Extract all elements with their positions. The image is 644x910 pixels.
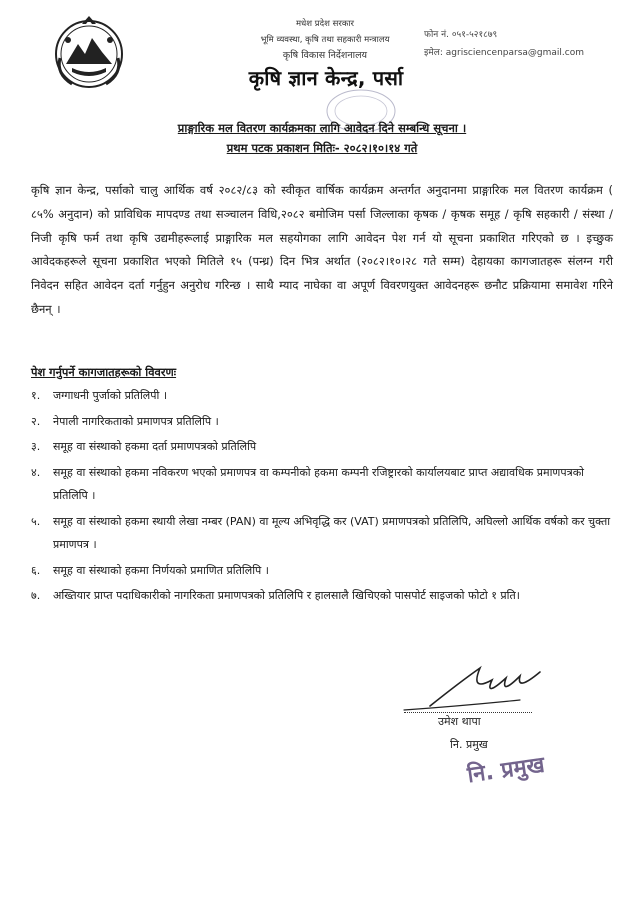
documents-heading: पेश गर्नुपर्ने कागजातहरूको विवरणः: [31, 365, 177, 379]
contact-info: [424, 26, 584, 62]
list-item: ३. समूह वा संस्थाको हकमा दर्ता प्रमाणपत्रको प्रतिलिपि: [31, 440, 257, 453]
list-item: ४. समूह वा संस्थाको हकमा नविकरण भएको प्रमाणपत्र वा कम्पनीको हकमा कम्पनी रजिष्ट्रारको कार्यालयबाट प्राप्त अद्यावधिक प्रमाणपत्रको प्रतिलिपि ।: [31, 465, 584, 502]
gov-line-province: मधेश प्रदेश सरकार: [295, 19, 355, 29]
list-item: ६. समूह वा संस्थाको हकमा निर्णयको प्रमाणित प्रतिलिपि ।: [31, 563, 269, 577]
publication-date: प्रथम पटक प्रकाशन मितिः- २०८२।१०।१४ गते: [226, 141, 418, 155]
list-item: १. जग्गाधनी पुर्जाको प्रतिलिपी ।: [31, 389, 168, 402]
office-name: कृषि ज्ञान केन्द्र, पर्सा: [248, 66, 404, 90]
signatory-name: उमेश थापा: [438, 715, 481, 728]
documents-list: [31, 384, 621, 610]
phone-number: फोन नं. ०५१-५२१८७९: [424, 30, 498, 40]
signatory-title: नि. प्रमुख: [450, 738, 488, 751]
signature-icon: [400, 662, 556, 714]
list-item: ७. अख्तियार प्राप्त पदाधिकारीको नागरिकता प्रमाणपत्रको प्रतिलिपि र हालसालै खिचिएको पासपोर्ट साइजको फोटो १ प्रति।: [31, 589, 520, 602]
government-header: [220, 16, 430, 64]
notice-body: कृषि ज्ञान केन्द्र, पर्साको चालु आर्थिक वर्ष २०८२/८३ को स्वीकृत वार्षिक कार्यक्रम अन्तर्गत अनुदानमा प्राङ्गारिक मल वितरण कार्यक्रम ( ८५% अनुदान) को प्राविधिक मापदण्ड तथा सञ्चालन विधि,२०८२ बमोजिम पर्सा जिल्लाका कृषक / कृषक समूह / कृषि सहकारी / संस्था / निजी कृषि फर्म तथा कृषि उद्यमीहरूलाई प्राङ्गारिक मल सहयोगका लागि आवेदन पेश गर्न यो सूचना प्रकाशित गरिएको छ । इच्छुक आवेदकहरूले सूचना प्रकाशित भएको मितिले १५ (पन्ध्र) दिन भित्र अर्थात (२०८२।१०।२८ गते सम्म) देहायका कागजातहरू संलग्न गरी निवेदन सहित आवेदन दर्ता गर्नुहुन अनुरोध गरिन्छ । साथै म्याद नाघेका वा अपूर्ण विवरणयुक्त आवेदनहरू छनौट प्रक्रियामा समावेश गरिने छैनन् ।: [31, 183, 613, 316]
list-item: ५. समूह वा संस्थाको हकमा स्थायी लेखा नम्बर (PAN) वा मूल्य अभिवृद्धि कर (VAT) प्रमाणपत्रको प्रतिलिपि, अघिल्लो आर्थिक वर्षको कर चुक्ता प्रमाणपत्र ।: [31, 514, 611, 551]
gov-line-directorate: कृषि विकास निर्देशनालय: [282, 50, 368, 61]
signature-line: [404, 712, 532, 713]
nepal-emblem-icon: [52, 14, 126, 92]
designation-seal: नि. प्रमुख: [465, 752, 547, 789]
notice-title: प्राङ्गारिक मल वितरण कार्यक्रमका लागि आवेदन दिने सम्बन्धि सूचना ।: [177, 121, 467, 135]
email-address: इमेल: agrisciencenparsa@gmail.com: [424, 48, 585, 58]
gov-line-ministry: भूमि व्यवस्था, कृषि तथा सहकारी मन्त्रालय: [260, 35, 390, 45]
list-item: २. नेपाली नागरिकताको प्रमाणपत्र प्रतिलिपि ।: [31, 414, 219, 428]
